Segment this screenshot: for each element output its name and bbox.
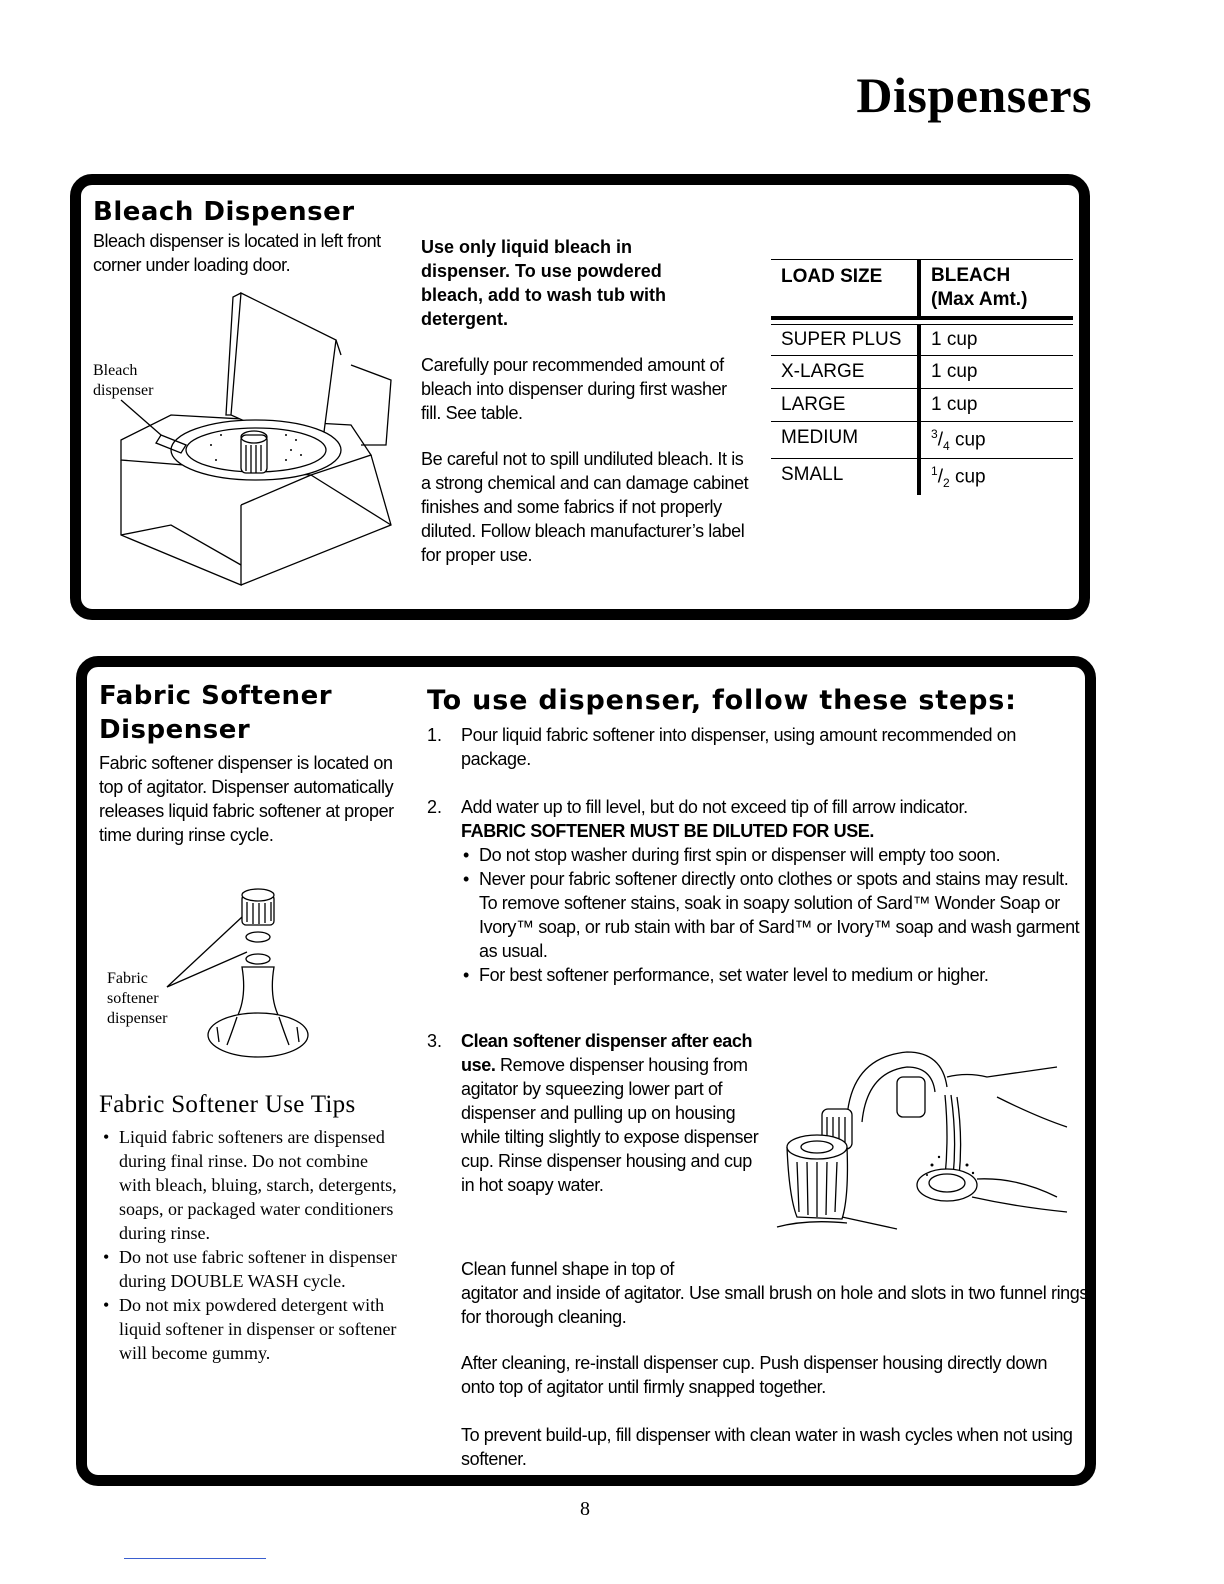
para-prevent: To prevent build-up, fill dispenser with clean water in wash cycles when not using softener. [461,1425,1073,1469]
softener-label-line1: Fabric [107,970,148,987]
softener-heading-line1: Fabric Softener [99,681,333,711]
softener-label-line2: softener [107,990,159,1007]
softener-heading [99,679,332,747]
bleach-intro: Bleach dispenser is located in left front corner under loading door. [93,231,381,275]
list-item: • For best softener performance, set water level to medium or higher. [461,963,1087,987]
step-number: 1. [427,725,443,745]
fraction-numerator: 3 [931,427,938,441]
step-text: Remove dispenser housing from agitator by squeezing lower part of dispenser and pulling up on housing while tilting slightly to expose dispenser cup. Rinse dispenser housing and cup in hot soapy water. [461,1055,759,1195]
bleach-panel [70,174,1090,620]
fraction-numerator: 1 [931,464,938,479]
table-row [771,422,1073,459]
fraction-denominator: 4 [942,439,950,454]
step-2-bullets [461,843,1087,987]
row-load-size: SMALL [781,464,844,486]
row-amount: $^1/_2$ cup [917,459,1073,495]
bleach-para1: Carefully pour recommended amount of bleach into dispenser during first washer fill. See table. [421,355,727,423]
fraction-denominator: 2 [942,476,950,491]
washer-illustration [91,285,401,595]
bleach-para2: Be careful not to spill undiluted bleach. It is a strong chemical and can damage cabinet finishes and some fabrics if not properly diluted. Follow bleach manufacturer’s label for proper use. [421,449,749,565]
amount-unit: cup [954,429,986,451]
bleach-illustration-label: Bleach dispenser [93,362,154,399]
list-item: • Do not stop washer during first spin or dispenser will empty too soon. [461,843,1087,867]
para-funnel-line1: Clean funnel shape in top of [461,1259,674,1279]
row-load-size: SUPER PLUS [781,329,902,350]
softener-label-line3: dispenser [107,1010,168,1027]
para-funnel [461,1257,1091,1329]
list-item: • Do not use fabric softener in dispenser during DOUBLE WASH cycle. [101,1245,401,1293]
step-number: 3. [427,1031,443,1051]
row-amount: 1 cup [917,389,1073,421]
amount-unit: cup [954,466,986,488]
step-text: Add water up to fill level, but do not exceed tip of fill arrow indicator. [461,797,968,817]
row-load-size: X-LARGE [781,361,865,382]
table-header-bleach-line2: (Max Amt.) [931,289,1028,310]
tips-list [101,1125,401,1365]
row-amount: 1 cup [917,325,1073,355]
list-item: • Do not mix powdered detergent with liquid softener in dispenser or softener will become gummy. [101,1293,401,1365]
step-emphasis: FABRIC SOFTENER MUST BE DILUTED FOR USE. [461,821,875,841]
step-emphasis: Clean softener dispenser after each use. [461,1031,753,1075]
table-header-load-size: LOAD SIZE [781,266,883,287]
footer-rule [124,1558,266,1559]
para-reinstall: After cleaning, re-install dispenser cup. Push dispenser housing directly down onto top of agitator until firmly snapped together. [461,1353,1048,1397]
faucet-illustration [767,1037,1077,1267]
para-funnel-line2: agitator and inside of agitator. Use small brush on hole and slots in two funnel rings for thorough cleaning. [461,1283,1088,1327]
list-item: • Never pour fabric softener directly onto clothes or spots and stains may result. To remove softener stains, soak in soapy solution of Sard™ Wonder Soap or Ivory™ soap, or rub stain with bar of Sard™ or Ivory™ soap and wash garment as usual. [461,867,1087,963]
list-item: • Liquid fabric softeners are dispensed during final rinse. Do not combine with bleach, bluing, starch, detergents, soaps, or packaged water conditioners during rinse. [101,1125,401,1245]
table-header-bleach [917,260,1073,316]
table-row [771,459,1073,495]
page-title: Dispensers [856,67,1092,123]
step-text: Pour liquid fabric softener into dispenser, using amount recommended on package. [461,725,1016,769]
table-row [771,389,1073,422]
row-load-size: LARGE [781,394,846,415]
softener-panel [76,656,1096,1486]
row-load-size: MEDIUM [781,427,859,448]
step-number: 2. [427,797,443,817]
table-row [771,356,1073,389]
tips-heading: Fabric Softener Use Tips [99,1091,356,1118]
step-2 [427,795,1087,987]
agitator-illustration [147,877,347,1067]
row-amount: $^3/_4$ cup [917,422,1073,458]
table-header-bleach-line1: BLEACH [931,265,1011,286]
bleach-table [771,259,1073,495]
softener-heading-line2: Dispenser [99,715,251,745]
bleach-heading: Bleach Dispenser [93,197,355,227]
row-amount: 1 cup [917,356,1073,388]
softener-illustration-label [107,969,167,1029]
bleach-warning: Use only liquid bleach in dispenser. To use powdered bleach, add to wash tub with detergent. [421,237,667,329]
step-1 [427,723,1087,771]
softener-intro: Fabric softener dispenser is located on top of agitator. Dispenser automatically releases liquid fabric softener at proper time during rinse cycle. [99,753,394,845]
step-3 [427,1029,767,1197]
table-row [771,325,1073,356]
steps-heading: To use dispenser, follow these steps: [427,685,1017,716]
page-number: 8 [580,1498,590,1520]
